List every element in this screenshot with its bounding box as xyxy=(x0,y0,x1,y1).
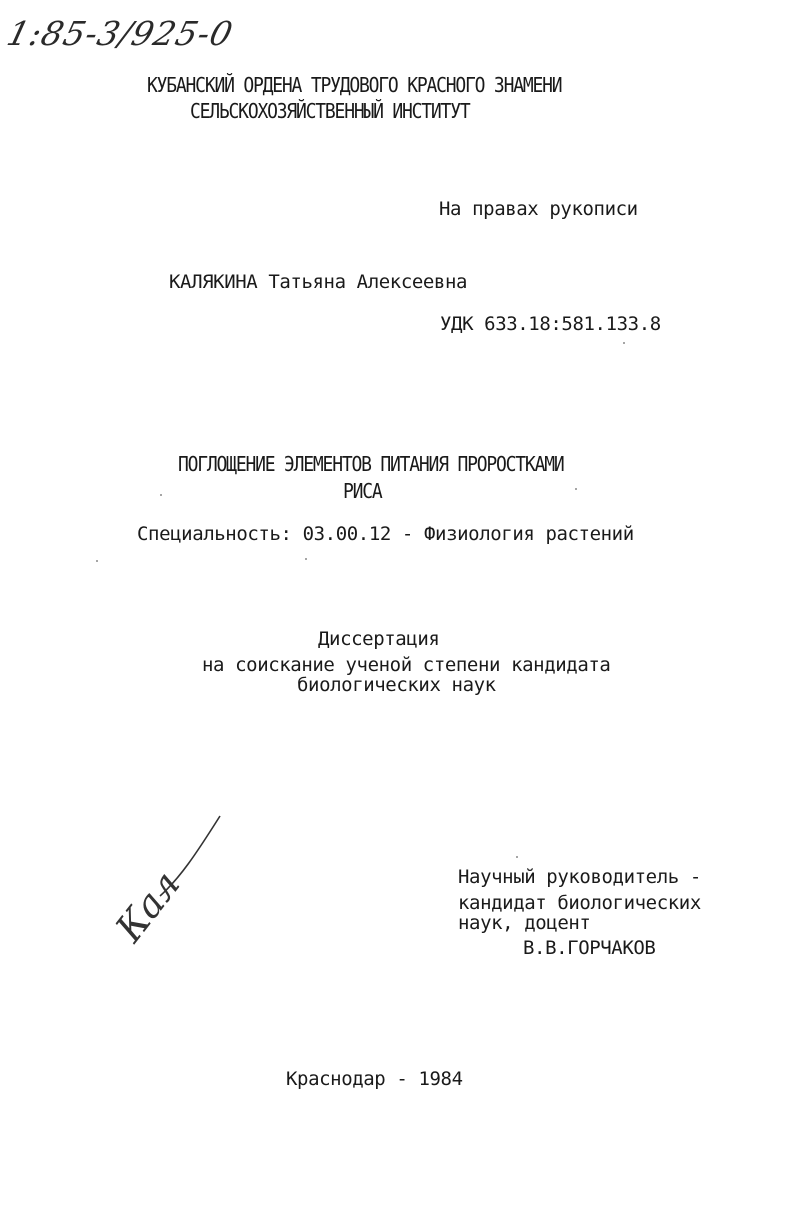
scan-speck xyxy=(575,488,577,490)
supervisor-name: В.В.ГОРЧАКОВ xyxy=(523,937,656,959)
scan-speck xyxy=(623,342,625,344)
supervisor-line-3: наук, доцент xyxy=(458,912,591,934)
specialty: Специальность: 03.00.12 - Физиология растений xyxy=(137,523,634,545)
place-and-year: Краснодар - 1984 xyxy=(286,1068,463,1090)
scan-speck xyxy=(516,856,518,858)
udc-code: УДК 633.18:581.133.8 xyxy=(440,313,661,335)
author-name: КАЛЯКИНА Татьяна Алексеевна xyxy=(169,271,468,293)
signature-text: Кал xyxy=(106,862,189,950)
supervisor-line-1: Научный руководитель - xyxy=(458,866,701,888)
dissertation-title-line-2: РИСА xyxy=(343,480,382,504)
dissertation-label: Диссертация xyxy=(318,628,440,650)
archive-number: 1:85-3/925-0 xyxy=(3,14,238,53)
author-signature xyxy=(100,808,235,958)
scan-speck xyxy=(160,494,162,496)
manuscript-rights: На правах рукописи xyxy=(439,198,638,220)
institution-line-1: КУБАНСКИЙ ОРДЕНА ТРУДОВОГО КРАСНОГО ЗНАМЕНИ xyxy=(147,74,562,98)
scan-speck xyxy=(305,558,307,560)
dissertation-title-line-1: ПОГЛОЩЕНИЕ ЭЛЕМЕНТОВ ПИТАНИЯ ПРОРОСТКАМИ xyxy=(178,453,564,477)
degree-line-1: на соискание ученой степени кандидата xyxy=(202,654,611,676)
degree-line-2: биологических наук xyxy=(297,674,496,696)
scan-speck xyxy=(96,560,98,562)
supervisor-line-2: кандидат биологических xyxy=(458,892,701,914)
institution-line-2: СЕЛЬСКОХОЗЯЙСТВЕННЫЙ ИНСТИТУТ xyxy=(190,100,470,124)
